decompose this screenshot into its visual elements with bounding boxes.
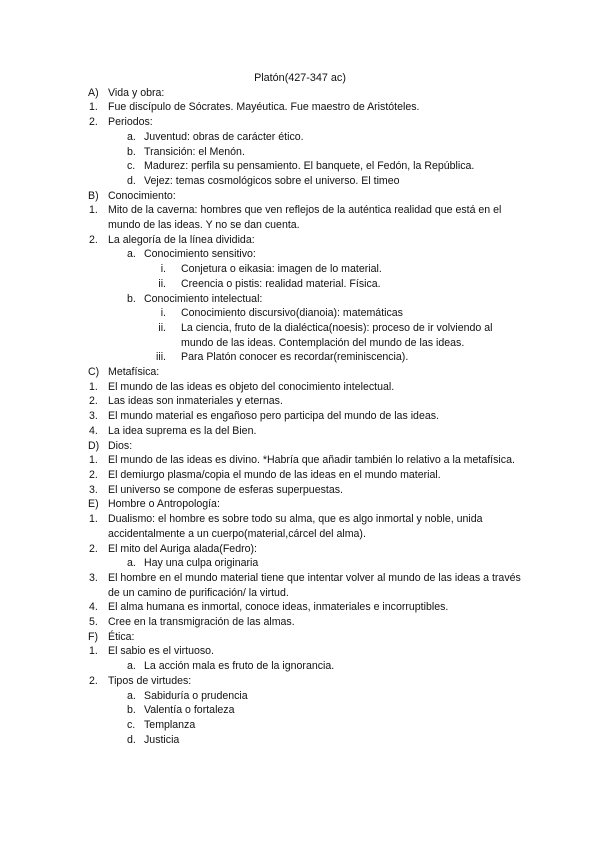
text: La alegoría de la línea dividida: [108, 233, 255, 246]
list-item [88, 100, 600, 115]
text: El mito del Auriga alada(Fedro): [108, 542, 257, 555]
text: El universo se compone de esferas superpuestas. [108, 483, 343, 496]
text: Vejez: temas cosmológicos sobre el universo. El timeo [144, 174, 400, 187]
sub-item [88, 718, 600, 733]
list-item [88, 233, 600, 248]
section-heading [88, 630, 600, 645]
marker: d. [127, 733, 136, 746]
sub-item [88, 130, 600, 145]
marker: ii. [158, 277, 166, 290]
text: Valentía o fortaleza [144, 704, 235, 717]
marker: b. [127, 145, 136, 158]
text: Justicia [144, 733, 180, 746]
text: Tipos de virtudes: [108, 674, 192, 687]
sub-item [88, 689, 600, 704]
text: Metafísica: [108, 366, 160, 379]
text: El alma humana es inmortal, conoce ideas, inmateriales e incorruptibles. [108, 601, 449, 614]
marker: c. [127, 718, 136, 731]
list-item [88, 644, 600, 659]
marker: 2. [89, 395, 98, 408]
list-item [88, 453, 600, 468]
list-item [88, 115, 600, 130]
sub-sub-item [88, 262, 600, 277]
list-item [88, 203, 600, 232]
marker: a. [127, 660, 136, 673]
sub-sub-item [88, 306, 600, 321]
text: El mundo de las ideas es objeto del conocimiento intelectual. [108, 380, 395, 393]
text: Hombre o Antropología: [108, 498, 220, 511]
text: Conocimiento intelectual: [144, 292, 263, 305]
section-heading [88, 439, 600, 454]
text: Madurez: perfila su pensamiento. El banquete, el Fedón, la República. [144, 160, 475, 173]
marker: 4. [89, 601, 98, 614]
marker: 5. [89, 616, 98, 629]
text: Cree en la transmigración de las almas. [108, 616, 295, 629]
marker: 1. [89, 645, 98, 658]
text: Hay una culpa originaria [144, 557, 259, 570]
marker: 2. [89, 116, 98, 129]
marker: i. [160, 307, 166, 320]
sub-item [88, 556, 600, 571]
text: Conjetura o eikasia: imagen de lo material. [181, 263, 382, 276]
sub-sub-item [88, 277, 600, 292]
list-item [88, 571, 600, 600]
text: Mito de la caverna: hombres que ven reflejos de la auténtica realidad que está en el mundo de las ideas. Y no se dan cuenta. [108, 204, 502, 232]
text: Las ideas son inmateriales y eternas. [108, 395, 283, 408]
list-item [88, 512, 600, 541]
marker: B) [88, 189, 99, 202]
text: Conocimiento sensitivo: [144, 248, 256, 261]
marker: 3. [89, 571, 98, 584]
marker: 3. [89, 410, 98, 423]
marker: c. [127, 160, 136, 173]
text: La ciencia, fruto de la dialéctica(noesis): proceso de ir volviendo al mundo de las ideas. Contemplación del mundo de las ideas. [181, 321, 493, 349]
text: Dualismo: el hombre es sobre todo su alma, que es algo inmortal y noble, unida accidentalmente a un cuerpo(material,cárcel del alma). [108, 513, 483, 540]
sub-item [88, 733, 600, 748]
text: Fue discípulo de Sócrates. Mayéutica. Fue maestro de Aristóteles. [108, 101, 420, 114]
text: Sabiduría o prudencia [144, 689, 248, 702]
document-title: Platón(427-347 ac) [254, 72, 346, 84]
list-item [88, 674, 600, 689]
list-item [88, 600, 600, 615]
section-heading [88, 497, 600, 512]
marker: 1. [89, 380, 98, 393]
section-heading [88, 189, 600, 204]
text: El sabio es el virtuoso. [108, 645, 214, 658]
sub-item [88, 703, 600, 718]
marker: 1. [89, 204, 98, 217]
marker: b. [127, 704, 136, 717]
text: El hombre en el mundo material tiene que intentar volver al mundo de las ideas a través de un camino de purificación/ la virtud. [108, 571, 521, 599]
list-item [88, 424, 600, 439]
sub-sub-item [88, 321, 600, 350]
sub-item [88, 145, 600, 160]
marker: a. [127, 248, 136, 261]
sub-item [88, 159, 600, 174]
marker: C) [88, 366, 100, 379]
marker: i. [160, 263, 166, 276]
list-item [88, 380, 600, 395]
text: Conocimiento: [108, 189, 176, 202]
text: Vida y obra: [108, 86, 165, 99]
marker: 1. [89, 513, 98, 526]
marker: iii. [155, 351, 166, 364]
marker: 1. [89, 454, 98, 467]
marker: a. [127, 689, 136, 702]
text: Creencia o pistis: realidad material. Física. [181, 277, 381, 290]
marker: E) [88, 498, 99, 511]
marker: a. [127, 130, 136, 143]
list-item [88, 394, 600, 409]
marker: 3. [89, 483, 98, 496]
list-item [88, 483, 600, 498]
marker: 2. [89, 674, 98, 687]
sub-item [88, 247, 600, 262]
sub-item [88, 659, 600, 674]
text: La idea suprema es la del Bien. [108, 424, 257, 437]
marker: 4. [89, 424, 98, 437]
marker: a. [127, 557, 136, 570]
text: Para Platón conocer es recordar(reminiscencia). [181, 351, 409, 364]
marker: A) [88, 86, 99, 99]
sub-item [88, 174, 600, 189]
marker: 2. [89, 542, 98, 555]
text: El mundo material es engañoso pero participa del mundo de las ideas. [108, 410, 439, 423]
text: Periodos: [108, 116, 153, 129]
marker: 2. [89, 233, 98, 246]
marker: 1. [89, 101, 98, 114]
text: Ética: [108, 630, 135, 643]
text: Dios: [108, 439, 133, 452]
text: El demiurgo plasma/copia el mundo de las ideas en el mundo material. [108, 468, 441, 481]
marker: F) [88, 630, 98, 643]
text: La acción mala es fruto de la ignorancia. [144, 660, 335, 673]
marker: d. [127, 174, 136, 187]
text: Juventud: obras de carácter ético. [144, 130, 304, 143]
section-heading [88, 86, 600, 101]
marker: ii. [158, 321, 166, 334]
text: Transición: el Menón. [144, 145, 245, 158]
marker: 2. [89, 468, 98, 481]
section-heading [88, 365, 600, 380]
marker: D) [88, 439, 100, 452]
list-item [88, 615, 600, 630]
text: El mundo de las ideas es divino. *Habría que añadir también lo relativo a la metafísica. [108, 454, 515, 467]
sub-item [88, 292, 600, 307]
list-item [88, 468, 600, 483]
list-item [88, 409, 600, 424]
text: Conocimiento discursivo(dianoia): matemáticas [181, 307, 403, 320]
list-item [88, 542, 600, 557]
text: Templanza [144, 718, 196, 731]
sub-sub-item [88, 350, 600, 365]
marker: b. [127, 292, 136, 305]
